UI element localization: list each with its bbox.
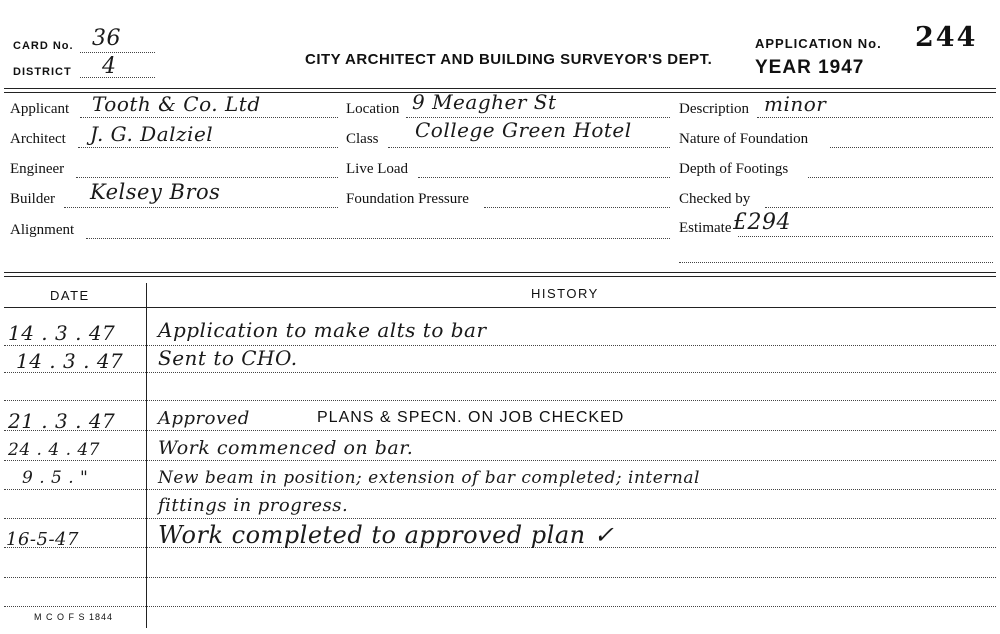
history-entry: Work commenced on bar. xyxy=(158,437,414,459)
approval-stamp: PLANS & SPECN. ON JOB CHECKED xyxy=(317,409,625,426)
application-year: YEAR 1947 xyxy=(755,57,865,78)
history-date: 21 . 3 . 47 xyxy=(8,409,116,433)
row-line xyxy=(4,345,996,346)
header-rule-top xyxy=(4,88,996,89)
depth-of-footings-line xyxy=(808,177,993,178)
alignment-label: Alignment xyxy=(10,222,75,238)
history-date: 14 . 3 . 47 xyxy=(8,321,116,345)
row-line xyxy=(4,372,996,373)
blank-line xyxy=(679,262,993,263)
builder-value: Kelsey Bros xyxy=(90,180,221,204)
history-entry: fittings in progress. xyxy=(158,495,349,516)
department-title: CITY ARCHITECT AND BUILDING SURVEYOR'S DEPT. xyxy=(305,51,713,68)
application-no-value: 244 xyxy=(915,22,978,53)
table-rule-bottom xyxy=(4,276,996,277)
engineer-label: Engineer xyxy=(10,161,65,177)
builder-line xyxy=(64,207,338,208)
checked-by-label: Checked by xyxy=(679,191,751,207)
row-line xyxy=(4,400,996,401)
description-label: Description xyxy=(679,101,749,117)
history-entry: Sent to CHO. xyxy=(158,346,298,370)
card-no-line xyxy=(80,52,155,53)
history-date: 24 . 4 . 47 xyxy=(8,440,101,460)
description-line xyxy=(757,117,993,118)
builder-label: Builder xyxy=(10,191,55,207)
checked-by-line xyxy=(765,207,993,208)
table-rule-top xyxy=(4,272,996,273)
applicant-line xyxy=(80,117,338,118)
estimate-line xyxy=(738,236,993,237)
estimate-value: £294 xyxy=(733,210,791,235)
depth-of-footings-label: Depth of Footings xyxy=(679,161,789,177)
header-row-rule xyxy=(4,307,996,308)
live-load-line xyxy=(418,177,670,178)
live-load-label: Live Load xyxy=(346,161,409,177)
history-entry: Work completed to approved plan ✓ xyxy=(158,521,615,549)
district-value: 4 xyxy=(102,54,117,79)
history-date: 9 . 5 . " xyxy=(22,468,89,488)
engineer-line xyxy=(76,177,338,178)
architect-line xyxy=(78,147,338,148)
row-line xyxy=(4,460,996,461)
nature-of-foundation-label: Nature of Foundation xyxy=(679,131,809,147)
architect-label: Architect xyxy=(10,131,66,147)
history-entry: Approved xyxy=(158,408,250,429)
description-value: minor xyxy=(764,92,827,116)
architect-value: J. G. Dalziel xyxy=(90,122,214,146)
location-value: 9 Meagher St xyxy=(412,90,557,114)
row-line xyxy=(4,577,996,578)
applicant-label: Applicant xyxy=(10,101,70,117)
nature-of-foundation-line xyxy=(830,147,993,148)
card-no-label: CARD No. xyxy=(13,40,74,52)
application-no-label: APPLICATION No. xyxy=(755,36,882,51)
date-column-header: DATE xyxy=(50,288,90,303)
row-line xyxy=(4,606,996,607)
estimate-label: Estimate xyxy=(679,220,732,236)
history-entry: Application to make alts to bar xyxy=(158,318,487,342)
form-code: M C O F S 1844 xyxy=(34,612,114,622)
history-date: 16-5-47 xyxy=(6,529,79,550)
class-value: College Green Hotel xyxy=(415,118,632,142)
class-label: Class xyxy=(346,131,379,147)
applicant-value: Tooth & Co. Ltd xyxy=(92,92,261,116)
location-label: Location xyxy=(346,101,400,117)
class-line xyxy=(388,147,670,148)
history-date: 14 . 3 . 47 xyxy=(16,349,124,373)
row-line xyxy=(4,430,996,431)
history-entry: New beam in position; extension of bar completed; internal xyxy=(158,468,700,488)
alignment-line xyxy=(86,238,670,239)
district-label: DISTRICT xyxy=(13,66,72,78)
district-line xyxy=(80,77,155,78)
row-line xyxy=(4,489,996,490)
row-line xyxy=(4,518,996,519)
history-column-header: HISTORY xyxy=(531,286,599,301)
foundation-pressure-label: Foundation Pressure xyxy=(346,191,469,207)
card-no-value: 36 xyxy=(92,26,121,51)
foundation-pressure-line xyxy=(484,207,670,208)
